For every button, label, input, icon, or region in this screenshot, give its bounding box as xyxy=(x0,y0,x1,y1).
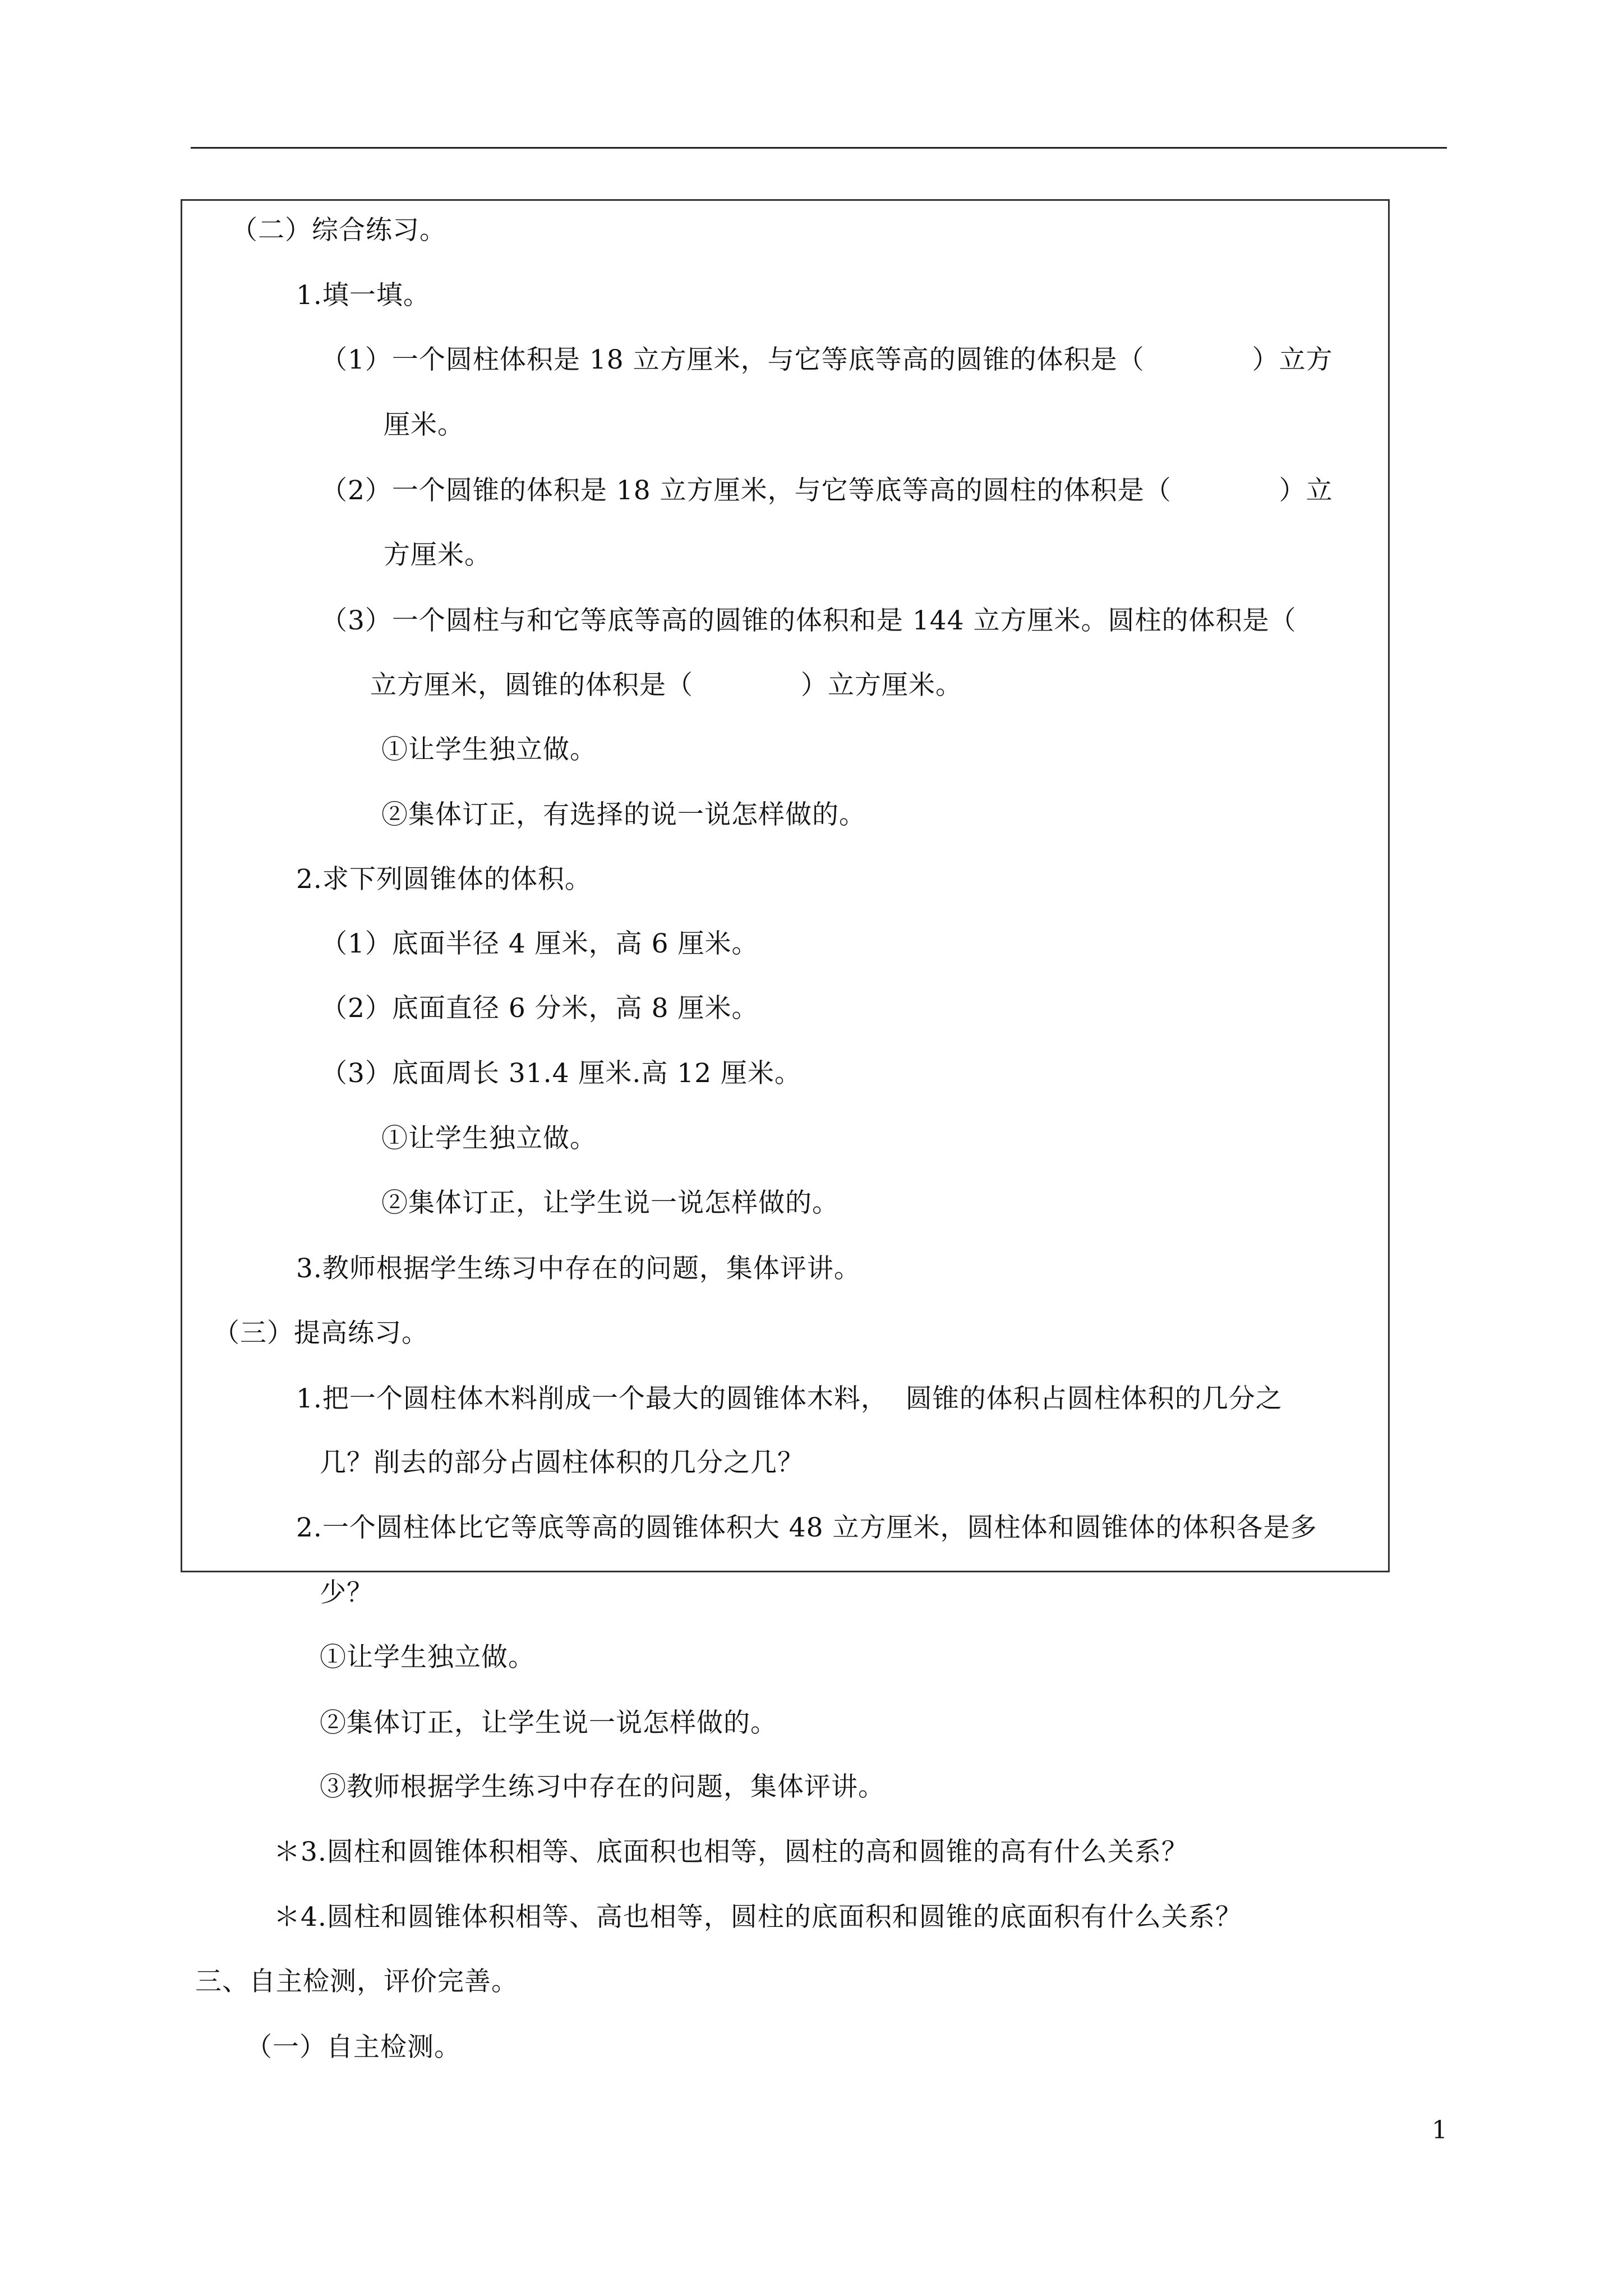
question-text: 1.把一个圆柱体木料削成一个最大的圆锥体木料， 圆锥的体积占圆柱体积的几分之 xyxy=(296,1383,1283,1414)
step-item: ①让学生独立做。 xyxy=(320,1642,535,1673)
step-item: ③教师根据学生练习中存在的问题，集体评讲。 xyxy=(320,1772,885,1802)
section-heading: （二）综合练习。 xyxy=(231,215,446,246)
section-heading: 三、自主检测，评价完善。 xyxy=(195,1966,518,1997)
section-heading: （三）提高练习。 xyxy=(213,1318,428,1349)
step-item: ②集体订正，有选择的说一说怎样做的。 xyxy=(381,799,866,830)
question-text-continued: 少？ xyxy=(320,1577,374,1608)
page-number: 1 xyxy=(1432,2116,1447,2145)
step-item: ②集体订正，让学生说一说怎样做的。 xyxy=(381,1188,839,1218)
step-item: ①让学生独立做。 xyxy=(381,1123,597,1154)
header-rule xyxy=(191,147,1447,149)
section-heading: （一）自主检测。 xyxy=(246,2032,461,2063)
question-text: 2.一个圆柱体比它等底等高的圆锥体积大 48 立方厘米，圆柱体和圆锥体的体积各是多 xyxy=(296,1512,1317,1543)
exercise-heading: 3.教师根据学生练习中存在的问题，集体评讲。 xyxy=(296,1253,861,1284)
question-text: ＊4.圆柱和圆锥体积相等、高也相等，圆柱的底面积和圆锥的底面积有什么关系？ xyxy=(274,1902,1242,1932)
question-text: ＊3.圆柱和圆锥体积相等、底面积也相等，圆柱的高和圆锥的高有什么关系？ xyxy=(274,1837,1188,1867)
question-text-continued: 立方厘米，圆锥的体积是（ ）立方厘米。 xyxy=(370,670,962,701)
question-text: （3）底面周长 31.4 厘米.高 12 厘米。 xyxy=(321,1058,802,1089)
step-item: ②集体订正，让学生说一说怎样做的。 xyxy=(320,1708,777,1738)
exercise-heading: 1.填一填。 xyxy=(296,280,430,311)
question-text: （2）底面直径 6 分米，高 8 厘米。 xyxy=(321,993,759,1024)
exercise-heading: 2.求下列圆锥体的体积。 xyxy=(296,864,592,895)
question-text: （1）底面半径 4 厘米，高 6 厘米。 xyxy=(321,928,759,959)
question-text-continued: 方厘米。 xyxy=(384,540,491,570)
question-text-continued: 几？削去的部分占圆柱体积的几分之几？ xyxy=(320,1447,804,1478)
question-text: （1）一个圆柱体积是 18 立方厘米，与它等底等高的圆锥的体积是（ ）立方 xyxy=(321,344,1333,375)
question-text-continued: 厘米。 xyxy=(384,409,464,440)
question-text: （2）一个圆锥的体积是 18 立方厘米，与它等底等高的圆柱的体积是（ ）立 xyxy=(321,475,1333,506)
question-text: （3）一个圆柱与和它等底等高的圆锥的体积和是 144 立方厘米。圆柱的体积是（ xyxy=(321,605,1297,636)
step-item: ①让学生独立做。 xyxy=(381,734,597,765)
